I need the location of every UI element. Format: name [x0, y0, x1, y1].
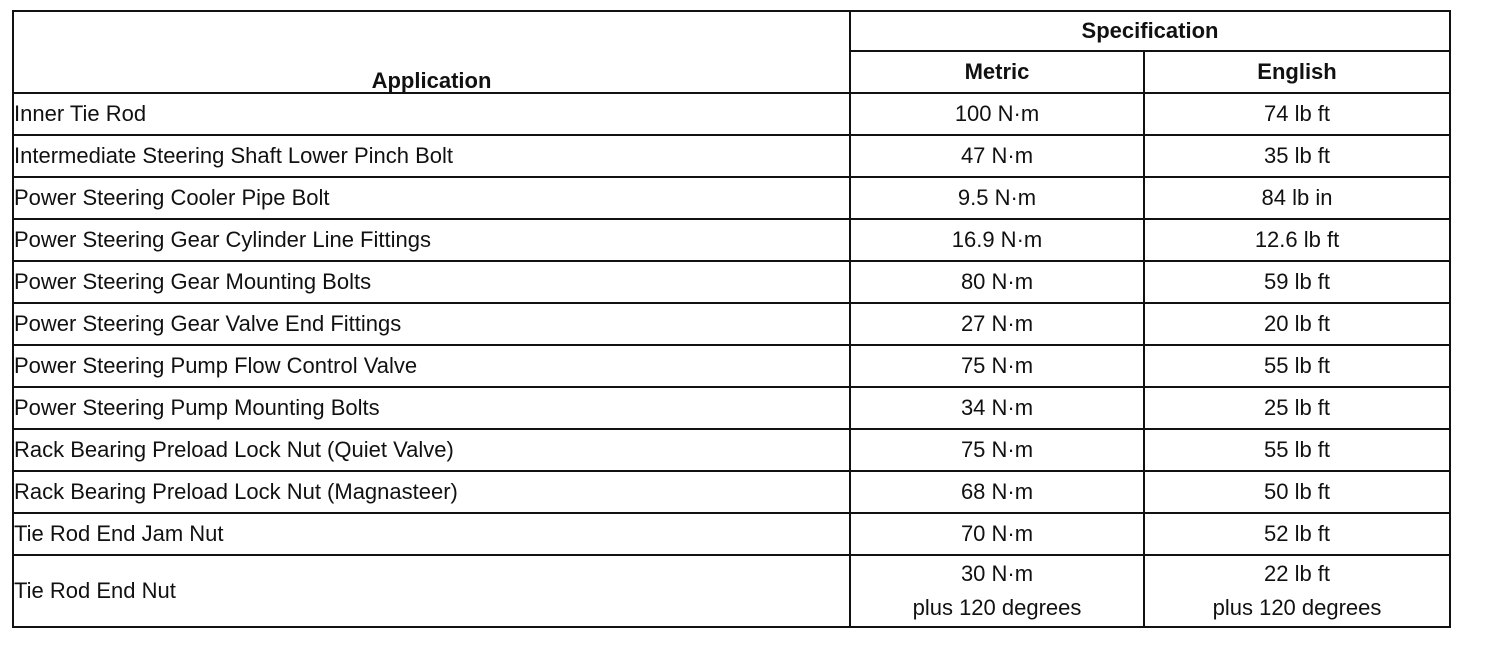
metric-value: 100 N·m	[954, 101, 1040, 126]
table-row	[13, 471, 1450, 513]
torque-spec-table	[12, 10, 1451, 628]
metric-value: 68 N·m	[960, 479, 1034, 504]
metric-header: Metric	[850, 51, 1144, 93]
english-cell	[1144, 261, 1450, 303]
metric-cell	[850, 177, 1144, 219]
english-value: 50 lb ft	[1263, 479, 1331, 504]
english-note: plus 120 degrees	[1212, 595, 1382, 620]
table-row	[13, 555, 1450, 627]
english-value: 35 lb ft	[1263, 143, 1331, 168]
english-value: 55 lb ft	[1263, 437, 1331, 462]
metric-note: plus 120 degrees	[912, 595, 1082, 620]
english-value: 59 lb ft	[1263, 269, 1331, 294]
application-cell: Rack Bearing Preload Lock Nut (Quiet Valve)	[13, 429, 850, 471]
english-cell	[1144, 387, 1450, 429]
english-value: 12.6 lb ft	[1254, 227, 1340, 252]
application-cell: Rack Bearing Preload Lock Nut (Magnasteer)	[13, 471, 850, 513]
metric-cell	[850, 93, 1144, 135]
english-cell	[1144, 93, 1450, 135]
english-cell	[1144, 219, 1450, 261]
application-cell: Power Steering Gear Cylinder Line Fittings	[13, 219, 850, 261]
english-value: 25 lb ft	[1263, 395, 1331, 420]
application-cell: Tie Rod End Nut	[13, 555, 850, 627]
table-row	[13, 93, 1450, 135]
english-cell	[1144, 555, 1450, 627]
metric-value: 34 N·m	[960, 395, 1034, 420]
english-value: 74 lb ft	[1263, 101, 1331, 126]
table-row	[13, 345, 1450, 387]
english-value: 55 lb ft	[1263, 353, 1331, 378]
header-row-top	[13, 11, 1450, 51]
specification-header: Specification	[850, 11, 1450, 51]
table-row	[13, 135, 1450, 177]
table-row	[13, 513, 1450, 555]
metric-cell	[850, 555, 1144, 627]
metric-value: 75 N·m	[960, 437, 1034, 462]
english-value: 22 lb ft	[1263, 561, 1331, 586]
metric-value: 75 N·m	[960, 353, 1034, 378]
metric-value: 30 N·m	[960, 561, 1034, 586]
metric-cell	[850, 219, 1144, 261]
table-body	[13, 93, 1450, 627]
application-cell: Power Steering Pump Mounting Bolts	[13, 387, 850, 429]
application-cell: Power Steering Gear Valve End Fittings	[13, 303, 850, 345]
application-cell: Power Steering Gear Mounting Bolts	[13, 261, 850, 303]
application-cell: Intermediate Steering Shaft Lower Pinch Bolt	[13, 135, 850, 177]
table-row	[13, 261, 1450, 303]
metric-cell	[850, 387, 1144, 429]
metric-cell	[850, 135, 1144, 177]
english-cell	[1144, 513, 1450, 555]
metric-cell	[850, 261, 1144, 303]
english-cell	[1144, 135, 1450, 177]
application-cell: Power Steering Pump Flow Control Valve	[13, 345, 850, 387]
application-header: Application	[13, 11, 850, 93]
english-cell	[1144, 177, 1450, 219]
table-row	[13, 429, 1450, 471]
metric-value: 80 N·m	[960, 269, 1034, 294]
metric-value: 70 N·m	[960, 521, 1034, 546]
table-row	[13, 219, 1450, 261]
metric-value: 9.5 N·m	[957, 185, 1037, 210]
metric-cell	[850, 513, 1144, 555]
metric-cell	[850, 303, 1144, 345]
english-header: English	[1144, 51, 1450, 93]
metric-cell	[850, 345, 1144, 387]
english-value: 84 lb in	[1261, 185, 1333, 210]
table-header	[13, 11, 1450, 93]
english-value: 52 lb ft	[1263, 521, 1331, 546]
metric-cell	[850, 429, 1144, 471]
metric-cell	[850, 471, 1144, 513]
table-row	[13, 303, 1450, 345]
application-cell: Power Steering Cooler Pipe Bolt	[13, 177, 850, 219]
metric-value: 16.9 N·m	[951, 227, 1043, 252]
english-value: 20 lb ft	[1263, 311, 1331, 336]
metric-value: 27 N·m	[960, 311, 1034, 336]
english-cell	[1144, 345, 1450, 387]
english-cell	[1144, 429, 1450, 471]
table-row	[13, 387, 1450, 429]
english-cell	[1144, 303, 1450, 345]
english-cell	[1144, 471, 1450, 513]
application-cell: Inner Tie Rod	[13, 93, 850, 135]
metric-value: 47 N·m	[960, 143, 1034, 168]
application-cell: Tie Rod End Jam Nut	[13, 513, 850, 555]
table-row	[13, 177, 1450, 219]
